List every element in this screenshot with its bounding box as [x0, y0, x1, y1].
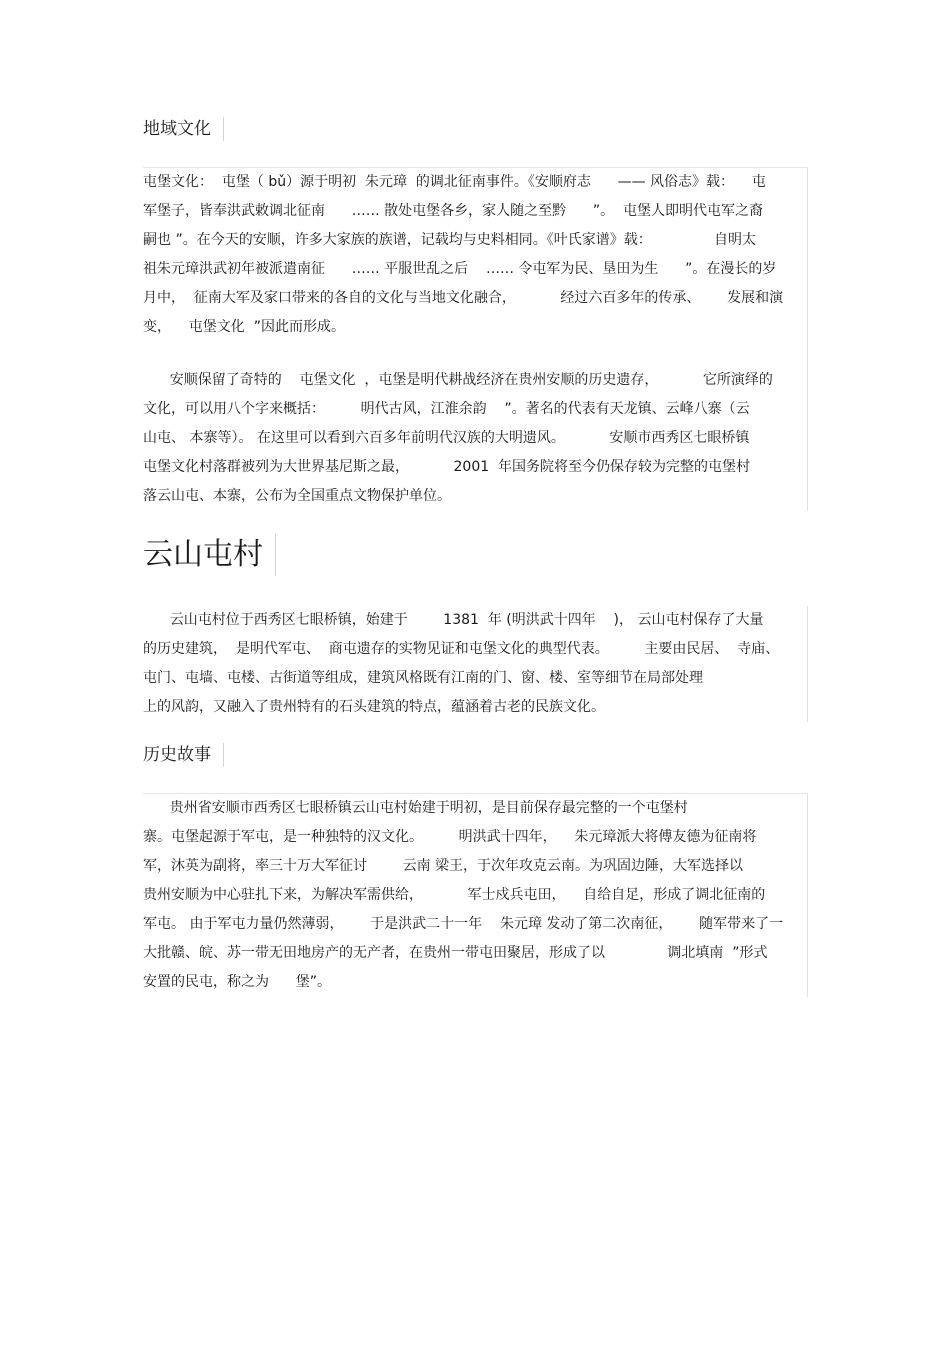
section-heading-history-story: 历史故事 — [143, 743, 224, 767]
text-line: 落云山屯、本寨，公布为全国重点文物保护单位。 — [143, 488, 451, 504]
text-line: 安置的民屯，称之为 堡”。 — [143, 974, 331, 990]
text-line: 安顺保留了奇特的 屯堡文化 ，屯堡是明代耕战经济在贵州安顺的历史遗存， 它所演绎的 — [143, 372, 773, 388]
text-line: 嗣也 ”。在今天的安顺，许多大家族的族谱，记载均与史料相同。《叶氏家谱》载： 自明太 — [143, 232, 757, 248]
text-line: 寨。屯堡起源于军屯，是一种独特的汉文化。 明洪武十四年， 朱元璋派大将傅友德为征南将 — [143, 829, 757, 845]
text-line: 祖朱元璋洪武初年被派遣南征 …… 平服世乱之后 …… 令屯军为民、垦田为生 ”。在漫长的岁 — [143, 261, 777, 277]
text-line: 军，沐英为副将，率三十万大军征讨 云南 梁王，于次年攻克云南。为巩固边陲，大军选择以 — [143, 858, 744, 874]
text-line: 山屯、 本寨等）。 在这里可以看到六百多年前明代汉族的大明遗风。 安顺市西秀区七眼桥镇 — [143, 430, 750, 446]
paragraph — [143, 606, 807, 722]
yunshan-village-text-block — [143, 606, 808, 722]
text-line: 军堡子，皆奉洪武敕调北征南 …… 散处屯堡各乡，家人随之至黔 ”。 屯堡人即明代屯军之裔 — [143, 203, 764, 219]
text-line: 的历史建筑， 是明代军屯、 商屯遗存的实物见证和屯堡文化的典型代表。 主要由民居、 寺庙、 — [143, 641, 780, 657]
text-line: 上的风韵，又融入了贵州特有的石头建筑的特点，蕴涵着古老的民族文化。 — [143, 699, 605, 715]
text-line: 月中， 征南大军及家口带来的各自的文化与当地文化融合， 经过六百多年的传承、 发展和演 — [143, 290, 784, 306]
text-line: 云山屯村位于西秀区七眼桥镇，始建于 1381 年 (明洪武十四年 )， 云山屯村保存了大量 — [143, 612, 764, 628]
paragraph-spacer — [143, 342, 807, 366]
paragraph — [143, 794, 807, 997]
text-line: 屯堡文化： 屯堡（ bǔ）源于明初 朱元璋 的调北征南事件。《安顺府志 —— 风俗志》载： 屯 — [143, 174, 766, 190]
paragraph — [143, 168, 807, 342]
text-line: 变， 屯堡文化 ”因此而形成。 — [143, 319, 345, 335]
text-line: 军屯。 由于军屯力量仍然薄弱， 于是洪武二十一年 朱元璋 发动了第二次南征， 随军带来了一 — [143, 916, 784, 932]
text-line: 文化，可以用八个字来概括： 明代古风，江淮余韵 ”。著名的代表有天龙镇、云峰八寨（云 — [143, 401, 750, 417]
text-line: 贵州省安顺市西秀区七眼桥镇云山屯村始建于明初，是目前保存最完整的一个屯堡村 — [143, 800, 688, 816]
history-story-text-block — [143, 793, 808, 997]
text-line: 贵州安顺为中心驻扎下来，为解决军需供给， 军士戍兵屯田， 自给自足，形成了调北征南的 — [143, 887, 766, 903]
text-line: 大批赣、皖、苏一带无田地房产的无产者，在贵州一带屯田聚居，形成了以 调北填南 ”形式 — [143, 945, 768, 961]
section-heading-regional-culture: 地域文化 — [143, 117, 224, 141]
text-line: 屯门、屯墙、屯楼、古街道等组成，建筑风格既有江南的门、窗、楼、室等细节在局部处理 — [143, 670, 703, 686]
paragraph — [143, 366, 807, 511]
section-heading-yunshan-village: 云山屯村 — [143, 534, 276, 576]
regional-culture-text-block — [143, 167, 808, 511]
text-line: 屯堡文化村落群被列为大世界基尼斯之最， 2001 年国务院将至今仍保存较为完整的屯堡村 — [143, 459, 751, 475]
